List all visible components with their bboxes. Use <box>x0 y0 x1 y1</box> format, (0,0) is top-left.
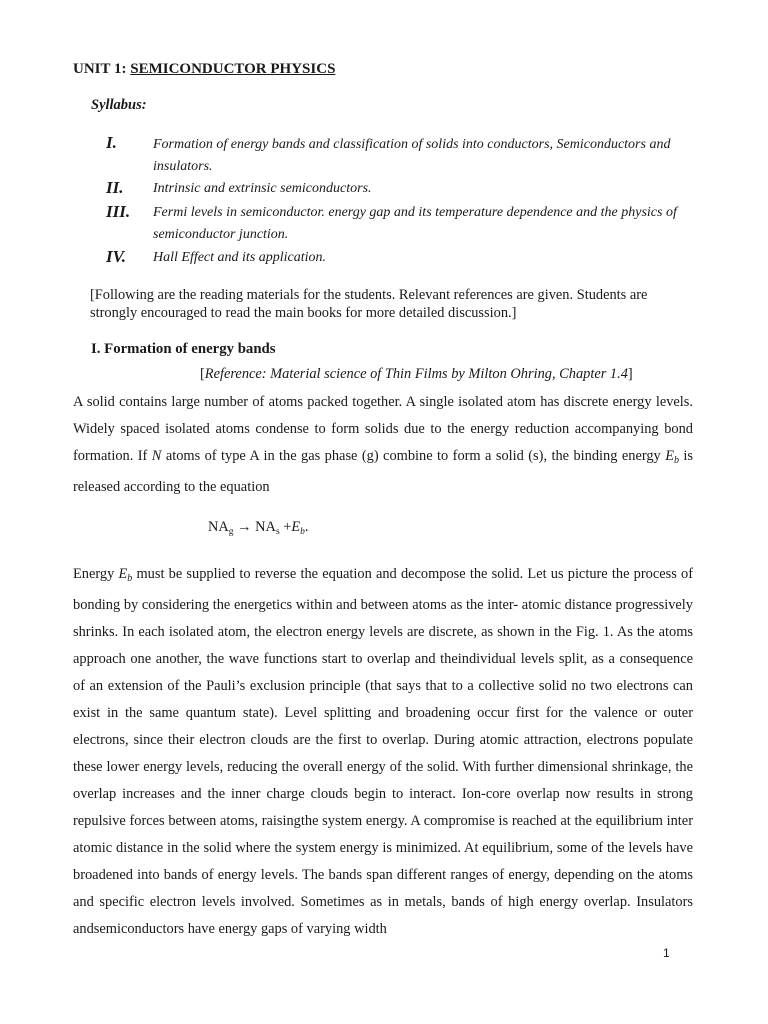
syllabus-text: Fermi levels in semiconductor. energy gap and its temperature dependence and the physics of semiconductor junction. <box>153 205 677 242</box>
syllabus-numeral: I. <box>106 133 117 152</box>
syllabus-numeral: IV. <box>106 247 127 266</box>
syllabus-text: Hall Effect and its application. <box>153 250 327 265</box>
unit-title <box>73 61 335 78</box>
reference-citation: [Reference: Material science of Thin Films by Milton Ohring, Chapter 1.4] <box>200 366 633 382</box>
reading-note: [Following are the reading materials for the students. Relevant references are given. Students are strongly encouraged to read the main books for more detailed discussion.] <box>90 287 648 321</box>
syllabus-numeral: II. <box>106 178 124 197</box>
syllabus-text: Formation of energy bands and classification of solids into conductors, Semiconductors and insulators. <box>153 137 671 174</box>
paragraph-bonding: Energy $E_b$ must be supplied to reverse the equation and decompose the solid. Let us picture the process of bonding by considering the energetics within and between atoms as the inter- atomic distance progressively shrinks. In each isolated atom, the electron energy levels are discrete, as shown in the Fig. 1. As the atoms approach one another, the wave functions start to overlap and theindividual levels split, as a consequence of an extension of the Pauli’s exclusion principle (that says that to a collective solid no two electrons can exist in the same quantum state). Level splitting and broadening occur first for the valence or outer electrons, since their electron clouds are the first to overlap. During atomic attraction, electrons populate these lower energy levels, reducing the overall energy of the solid. With further dimensional shrinkage, the overlap increases and the inner charge clouds begin to interact. Ion-core overlap now results in strong repulsive forces between atoms, raisingthe system energy. A compromise is reached at the equilibrium inter atomic distance in the solid where the system energy is minimized. At equilibrium, some of the levels have broadened into bands of energy levels. The bands span different ranges of energy, depending on the atoms and specific electron levels involved. Sometimes as in metals, bands of high energy overlap. Insulators andsemiconductors have energy gaps of varying width <box>73 566 693 937</box>
page-number: 1 <box>663 946 670 960</box>
reference-text: Reference: Material science of Thin Films by Milton Ohring, Chapter 1.4 <box>204 366 628 382</box>
syllabus-numeral: III. <box>106 202 131 221</box>
syllabus-heading: Syllabus: <box>91 97 147 113</box>
paragraph-intro: A solid contains large number of atoms packed together. A single isolated atom has discrete energy levels. Widely spaced isolated atoms condense to form solids due to the energy reduction accompanying bond formation. If N atoms of type A in the gas phase (g) combine to form a solid (s), the binding energy $E_b$ is released according to the equation <box>73 394 694 495</box>
unit-prefix: UNIT 1: <box>73 61 131 77</box>
binding-energy-equation: $NA_g \to NA_s +E_b$. <box>208 519 309 537</box>
section-heading: I. Formation of energy bands <box>91 341 276 357</box>
unit-name: SEMICONDUCTOR PHYSICS <box>130 61 336 77</box>
syllabus-text: Intrinsic and extrinsic semiconductors. <box>153 181 372 196</box>
